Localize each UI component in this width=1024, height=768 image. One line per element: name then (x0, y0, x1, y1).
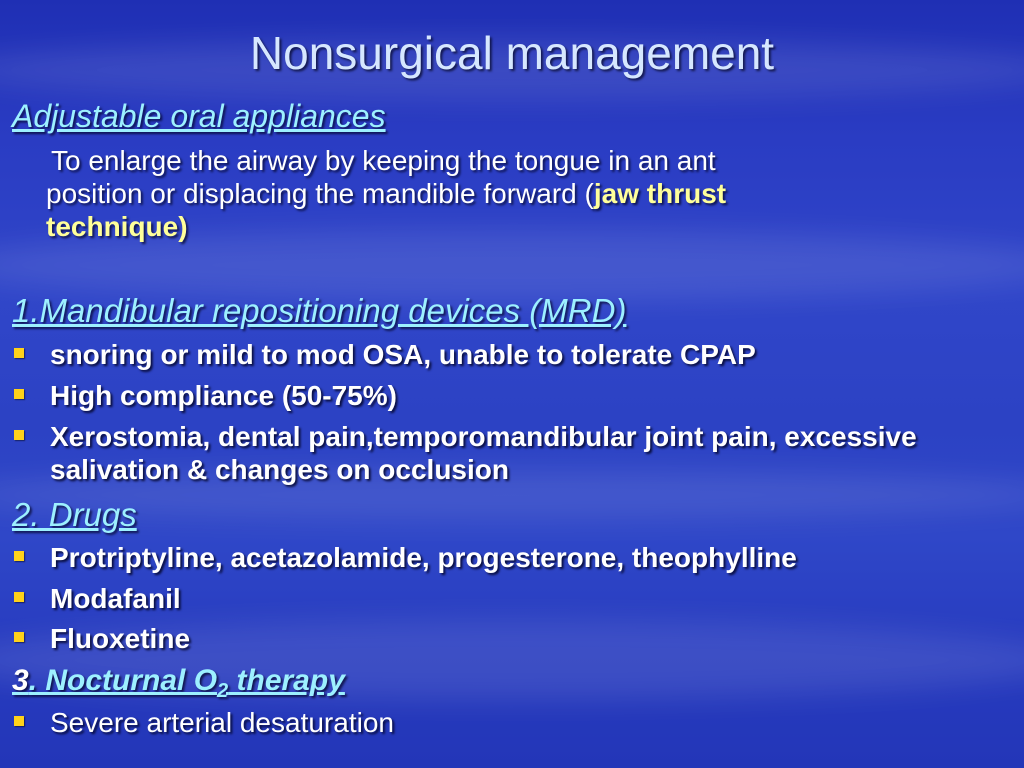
bullet-square-icon (14, 430, 24, 440)
jaw-thrust-highlight-b: technique) (46, 211, 188, 242)
oxygen-heading-end: therapy (228, 664, 345, 697)
description-line-1: To enlarge the airway by keeping the tongue in an ant (51, 145, 716, 176)
oral-appliances-description (46, 144, 996, 243)
section-heading-oral-appliances: Adjustable oral appliances (12, 98, 386, 134)
jaw-thrust-highlight-a: jaw thrust (593, 178, 727, 209)
bullet-text: Fluoxetine (50, 623, 191, 654)
bullet-square-icon (14, 348, 24, 358)
list-item (12, 338, 992, 371)
section-heading-drugs: 2. Drugs (12, 496, 137, 533)
list-item (12, 420, 972, 486)
bullet-square-icon (14, 632, 24, 642)
list-item (12, 379, 992, 412)
section-heading-mrd: 1.Mandibular repositioning devices (MRD) (12, 292, 627, 329)
bullet-text: Severe arterial desaturation (50, 707, 394, 738)
oxygen-heading-number: 3 (12, 664, 29, 697)
list-item (12, 541, 992, 574)
bullet-square-icon (14, 551, 24, 561)
bullet-text: snoring or mild to mod OSA, unable to tolerate CPAP (50, 339, 756, 370)
list-item (12, 622, 992, 655)
oxygen-heading-subscript: 2 (217, 680, 229, 702)
bullet-text: Protriptyline, acetazolamide, progesterone, theophylline (50, 542, 797, 573)
bullet-text: Xerostomia, dental pain,temporomandibular joint pain, excessive salivation & changes on occlusion (50, 421, 917, 485)
oxygen-heading-main: . Nocturnal O (28, 664, 218, 697)
list-item (12, 706, 992, 739)
bullet-square-icon (14, 389, 24, 399)
bullet-text: High compliance (50-75%) (50, 380, 397, 411)
list-item (12, 582, 992, 615)
bullet-text: Modafanil (50, 583, 181, 614)
bullet-square-icon (14, 716, 24, 726)
bullet-square-icon (14, 592, 24, 602)
section-heading-oxygen (12, 662, 345, 710)
description-line-2: position or displacing the mandible forward ( (46, 178, 594, 209)
slide-title: Nonsurgical management (249, 27, 775, 79)
